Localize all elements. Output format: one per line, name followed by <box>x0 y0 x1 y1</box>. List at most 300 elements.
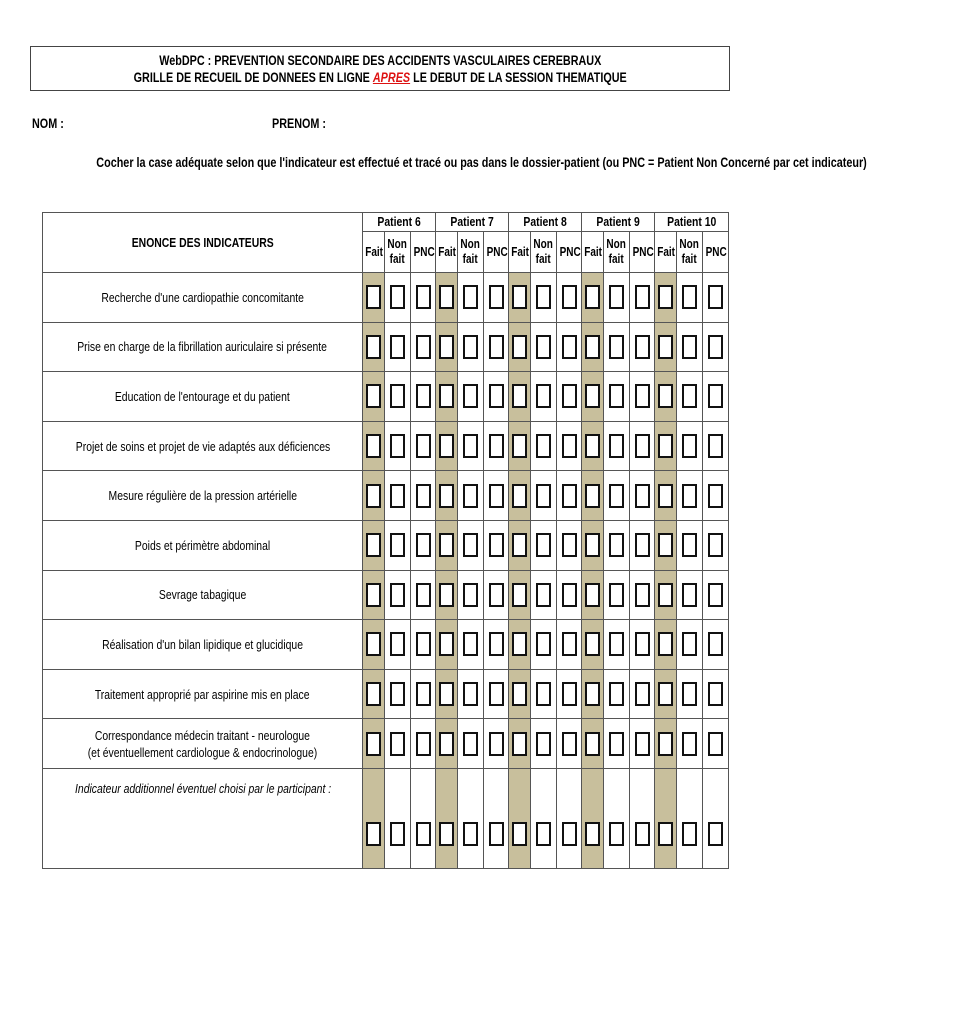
checkbox-cell <box>531 570 557 620</box>
checkbox-pnc[interactable] <box>562 335 577 359</box>
checkbox-non-fait[interactable] <box>536 484 551 508</box>
checkbox-fait[interactable] <box>658 632 673 656</box>
checkbox-cell <box>557 768 582 868</box>
checkbox-cell <box>557 471 582 521</box>
checkbox-pnc[interactable] <box>708 434 723 458</box>
checkbox-non-fait[interactable] <box>463 285 478 309</box>
checkbox-cell <box>604 719 630 769</box>
checkbox-cell <box>604 421 630 471</box>
checkbox-fait[interactable] <box>512 285 527 309</box>
checkbox-cell <box>677 273 703 323</box>
checkbox-cell <box>458 421 484 471</box>
checkbox-cell <box>630 471 655 521</box>
non-label: Non <box>460 237 481 251</box>
indicator-row <box>43 570 729 620</box>
checkbox-cell <box>582 372 604 422</box>
checkbox-pnc[interactable] <box>635 682 650 706</box>
checkbox-non-fait[interactable] <box>682 384 697 408</box>
checkbox-cell <box>703 669 729 719</box>
checkbox-pnc[interactable] <box>489 384 504 408</box>
checkbox-cell <box>436 421 458 471</box>
checkbox-fait[interactable] <box>585 434 600 458</box>
checkbox-fait[interactable] <box>439 484 454 508</box>
checkbox-non-fait[interactable] <box>609 484 624 508</box>
indicator-grid <box>42 212 729 869</box>
checkbox-fait[interactable] <box>585 285 600 309</box>
checkbox-cell <box>385 768 411 868</box>
checkbox-cell <box>509 372 531 422</box>
checkbox-cell <box>484 273 509 323</box>
checkbox-non-fait[interactable] <box>390 732 405 756</box>
checkbox-pnc[interactable] <box>562 285 577 309</box>
checkbox-pnc[interactable] <box>635 484 650 508</box>
checkbox-pnc[interactable] <box>489 484 504 508</box>
checkbox-fait[interactable] <box>439 583 454 607</box>
checkbox-pnc[interactable] <box>635 822 650 846</box>
checkbox-fait[interactable] <box>585 583 600 607</box>
checkbox-cell <box>385 620 411 670</box>
checkbox-fait[interactable] <box>366 632 381 656</box>
checkbox-non-fait[interactable] <box>463 583 478 607</box>
checkbox-pnc[interactable] <box>562 822 577 846</box>
checkbox-pnc[interactable] <box>562 384 577 408</box>
checkbox-cell <box>411 768 436 868</box>
checkbox-non-fait[interactable] <box>463 335 478 359</box>
checkbox-fait[interactable] <box>366 533 381 557</box>
checkbox-non-fait[interactable] <box>609 533 624 557</box>
checkbox-non-fait[interactable] <box>682 583 697 607</box>
checkbox-non-fait[interactable] <box>682 732 697 756</box>
checkbox-cell <box>655 768 677 868</box>
checkbox-cell <box>458 669 484 719</box>
checkbox-non-fait[interactable] <box>682 632 697 656</box>
checkbox-non-fait[interactable] <box>463 384 478 408</box>
checkbox-non-fait[interactable] <box>682 335 697 359</box>
checkbox-fait[interactable] <box>366 335 381 359</box>
checkbox-fait[interactable] <box>658 583 673 607</box>
checkbox-cell <box>677 719 703 769</box>
checkbox-pnc[interactable] <box>416 583 431 607</box>
checkbox-pnc[interactable] <box>489 335 504 359</box>
indicator-line <box>43 338 362 355</box>
title-box <box>30 46 730 91</box>
patient-header <box>436 213 509 232</box>
checkbox-pnc[interactable] <box>635 384 650 408</box>
checkbox-non-fait[interactable] <box>390 384 405 408</box>
indicator-line <box>43 586 362 603</box>
checkbox-non-fait[interactable] <box>463 732 478 756</box>
checkbox-cell <box>604 669 630 719</box>
checkbox-pnc[interactable] <box>416 632 431 656</box>
checkbox-pnc[interactable] <box>489 533 504 557</box>
indicator-label: Recherche d'une cardiopathie concomitante <box>101 289 304 305</box>
prenom-field[interactable]: PRENOM : <box>272 116 326 131</box>
checkbox-fait[interactable] <box>585 335 600 359</box>
checkbox-non-fait[interactable] <box>536 583 551 607</box>
checkbox-non-fait[interactable] <box>682 822 697 846</box>
checkbox-pnc[interactable] <box>416 434 431 458</box>
checkbox-pnc[interactable] <box>489 583 504 607</box>
checkbox-cell <box>458 620 484 670</box>
checkbox-cell <box>484 768 509 868</box>
checkbox-fait[interactable] <box>585 632 600 656</box>
indicator-row <box>43 471 729 521</box>
checkbox-pnc[interactable] <box>416 285 431 309</box>
checkbox-cell <box>363 520 385 570</box>
checkbox-cell <box>436 620 458 670</box>
checkbox-fait[interactable] <box>512 682 527 706</box>
checkbox-pnc[interactable] <box>489 632 504 656</box>
fait2-label: fait <box>390 252 405 266</box>
checkbox-non-fait[interactable] <box>609 384 624 408</box>
checkbox-cell <box>531 669 557 719</box>
checkbox-non-fait[interactable] <box>682 434 697 458</box>
checkbox-non-fait[interactable] <box>536 632 551 656</box>
checkbox-non-fait[interactable] <box>609 682 624 706</box>
checkbox-pnc[interactable] <box>708 384 723 408</box>
indicator-row <box>43 669 729 719</box>
checkbox-pnc[interactable] <box>708 682 723 706</box>
checkbox-pnc[interactable] <box>562 434 577 458</box>
checkbox-fait[interactable] <box>439 533 454 557</box>
checkbox-non-fait[interactable] <box>536 732 551 756</box>
indicator-label-cell <box>43 322 363 372</box>
checkbox-fait[interactable] <box>366 285 381 309</box>
checkbox-non-fait[interactable] <box>609 632 624 656</box>
indicator-row <box>43 421 729 471</box>
checkbox-cell <box>604 768 630 868</box>
checkbox-cell <box>703 421 729 471</box>
checkbox-cell <box>557 372 582 422</box>
checkbox-cell <box>385 372 411 422</box>
checkbox-cell <box>557 719 582 769</box>
indicator-label: Projet de soins et projet de vie adaptés aux déficiences <box>75 438 330 454</box>
checkbox-cell <box>411 620 436 670</box>
checkbox-cell <box>458 719 484 769</box>
checkbox-non-fait[interactable] <box>463 822 478 846</box>
checkbox-pnc[interactable] <box>416 732 431 756</box>
checkbox-pnc[interactable] <box>562 484 577 508</box>
checkbox-cell <box>582 768 604 868</box>
checkbox-cell <box>655 520 677 570</box>
checkbox-non-fait[interactable] <box>609 335 624 359</box>
checkbox-pnc[interactable] <box>562 732 577 756</box>
title-line-2-end: LE DEBUT DE LA SESSION THEMATIQUE <box>412 70 627 85</box>
checkbox-fait[interactable] <box>439 732 454 756</box>
checkbox-pnc[interactable] <box>635 533 650 557</box>
checkbox-cell <box>436 570 458 620</box>
checkbox-cell <box>363 669 385 719</box>
indicator-row <box>43 372 729 422</box>
checkbox-pnc[interactable] <box>489 732 504 756</box>
checkbox-cell <box>604 520 630 570</box>
checkbox-fait[interactable] <box>585 682 600 706</box>
checkbox-cell <box>655 620 677 670</box>
checkbox-fait[interactable] <box>658 822 673 846</box>
checkbox-fait[interactable] <box>658 533 673 557</box>
checkbox-non-fait[interactable] <box>390 285 405 309</box>
checkbox-non-fait[interactable] <box>536 335 551 359</box>
indicator-line <box>43 686 362 703</box>
indicator-label-cell <box>43 570 363 620</box>
indicator-label: (et éventuellement cardiologue & endocrinologue) <box>87 744 318 760</box>
checkbox-cell <box>509 669 531 719</box>
checkbox-fait[interactable] <box>512 335 527 359</box>
patient-header <box>582 213 655 232</box>
checkbox-pnc[interactable] <box>635 732 650 756</box>
checkbox-fait[interactable] <box>439 822 454 846</box>
checkbox-fait[interactable] <box>585 822 600 846</box>
checkbox-fait[interactable] <box>658 285 673 309</box>
checkbox-fait[interactable] <box>512 533 527 557</box>
non-fait-column-header <box>385 232 411 273</box>
checkbox-non-fait[interactable] <box>463 632 478 656</box>
checkbox-pnc[interactable] <box>416 484 431 508</box>
checkbox-fait[interactable] <box>512 583 527 607</box>
checkbox-non-fait[interactable] <box>609 434 624 458</box>
non-fait-label <box>388 237 407 267</box>
checkbox-cell <box>677 669 703 719</box>
checkbox-non-fait[interactable] <box>682 533 697 557</box>
checkbox-cell <box>484 520 509 570</box>
checkbox-cell <box>655 421 677 471</box>
pnc-label: PNC <box>486 244 508 259</box>
checkbox-cell <box>703 322 729 372</box>
checkbox-pnc[interactable] <box>635 632 650 656</box>
checkbox-non-fait[interactable] <box>536 285 551 309</box>
checkbox-pnc[interactable] <box>708 732 723 756</box>
fait-column-header <box>436 232 458 273</box>
checkbox-cell <box>411 421 436 471</box>
fait2-label: fait <box>609 252 625 266</box>
checkbox-fait[interactable] <box>439 434 454 458</box>
checkbox-fait[interactable] <box>439 335 454 359</box>
checkbox-cell <box>436 669 458 719</box>
additional-indicator-label-cell[interactable] <box>43 768 363 868</box>
checkbox-non-fait[interactable] <box>463 533 478 557</box>
checkbox-cell <box>557 520 582 570</box>
checkbox-non-fait[interactable] <box>390 434 405 458</box>
checkbox-non-fait[interactable] <box>390 533 405 557</box>
checkbox-non-fait[interactable] <box>390 822 405 846</box>
indicator-line <box>43 289 362 306</box>
checkbox-pnc[interactable] <box>708 822 723 846</box>
fait2-label: fait <box>463 252 479 266</box>
checkbox-fait[interactable] <box>512 384 527 408</box>
checkbox-pnc[interactable] <box>635 434 650 458</box>
indicator-row <box>43 520 729 570</box>
checkbox-cell <box>630 570 655 620</box>
checkbox-pnc[interactable] <box>416 384 431 408</box>
indicator-label: Prise en charge de la fibrillation auriculaire si présente <box>77 339 328 355</box>
checkbox-fait[interactable] <box>658 434 673 458</box>
checkbox-cell <box>385 520 411 570</box>
indicator-label-cell <box>43 520 363 570</box>
checkbox-fait[interactable] <box>366 434 381 458</box>
checkbox-non-fait[interactable] <box>682 682 697 706</box>
checkbox-cell <box>484 421 509 471</box>
checkbox-pnc[interactable] <box>708 285 723 309</box>
checkbox-cell <box>411 719 436 769</box>
checkbox-fait[interactable] <box>512 434 527 458</box>
fait-label: Fait <box>438 244 457 259</box>
checkbox-pnc[interactable] <box>562 583 577 607</box>
patient-header-label: Patient 6 <box>377 214 421 229</box>
checkbox-cell <box>655 570 677 620</box>
checkbox-cell <box>557 570 582 620</box>
checkbox-non-fait[interactable] <box>463 682 478 706</box>
checkbox-cell <box>458 768 484 868</box>
checkbox-cell <box>411 322 436 372</box>
indicator-label: Poids et périmètre abdominal <box>134 537 271 553</box>
checkbox-fait[interactable] <box>512 732 527 756</box>
checkbox-fait[interactable] <box>366 682 381 706</box>
checkbox-fait[interactable] <box>366 583 381 607</box>
checkbox-cell <box>655 471 677 521</box>
checkbox-non-fait[interactable] <box>609 732 624 756</box>
indicator-line <box>43 636 362 653</box>
indicator-line <box>43 388 362 405</box>
patient-header <box>363 213 436 232</box>
checkbox-fait[interactable] <box>585 484 600 508</box>
checkbox-pnc[interactable] <box>416 822 431 846</box>
checkbox-cell <box>411 471 436 521</box>
checkbox-non-fait[interactable] <box>682 484 697 508</box>
checkbox-cell <box>363 273 385 323</box>
checkbox-cell <box>582 570 604 620</box>
checkbox-pnc[interactable] <box>416 533 431 557</box>
checkbox-fait[interactable] <box>585 384 600 408</box>
checkbox-pnc[interactable] <box>635 583 650 607</box>
checkbox-pnc[interactable] <box>489 682 504 706</box>
non-label: Non <box>387 237 408 251</box>
checkbox-fait[interactable] <box>439 682 454 706</box>
checkbox-cell <box>582 421 604 471</box>
checkbox-cell <box>411 372 436 422</box>
checkbox-pnc[interactable] <box>635 285 650 309</box>
checkbox-cell <box>703 520 729 570</box>
checkbox-cell <box>582 520 604 570</box>
indicator-label: Réalisation d'un bilan lipidique et glucidique <box>102 636 303 652</box>
checkbox-fait[interactable] <box>658 484 673 508</box>
checkbox-cell <box>630 322 655 372</box>
title-highlight: APRES <box>372 70 410 85</box>
non-fait-column-header <box>604 232 630 273</box>
checkbox-cell <box>557 273 582 323</box>
checkbox-pnc[interactable] <box>708 484 723 508</box>
checkbox-non-fait[interactable] <box>536 434 551 458</box>
pnc-column-header <box>484 232 509 273</box>
checkbox-fait[interactable] <box>366 384 381 408</box>
checkbox-fait[interactable] <box>439 384 454 408</box>
indicator-label: Mesure régulière de la pression artérielle <box>108 488 297 504</box>
header-row-patients <box>43 213 729 232</box>
checkbox-pnc[interactable] <box>708 335 723 359</box>
checkbox-pnc[interactable] <box>416 682 431 706</box>
checkbox-pnc[interactable] <box>562 632 577 656</box>
checkbox-non-fait[interactable] <box>682 285 697 309</box>
checkbox-cell <box>509 471 531 521</box>
checkbox-cell <box>630 620 655 670</box>
checkbox-cell <box>385 570 411 620</box>
checkbox-cell <box>630 520 655 570</box>
checkbox-non-fait[interactable] <box>536 822 551 846</box>
checkbox-cell <box>509 570 531 620</box>
indicator-line <box>43 487 362 504</box>
checkbox-non-fait[interactable] <box>536 384 551 408</box>
checkbox-cell <box>484 322 509 372</box>
indicator-label: Correspondance médecin traitant - neurologue <box>94 727 311 743</box>
indicators-header-label: ENONCE DES INDICATEURS <box>131 235 274 250</box>
fait-column-header <box>582 232 604 273</box>
checkbox-pnc[interactable] <box>635 335 650 359</box>
checkbox-fait[interactable] <box>658 732 673 756</box>
checkbox-fait[interactable] <box>439 285 454 309</box>
checkbox-cell <box>582 669 604 719</box>
checkbox-fait[interactable] <box>585 732 600 756</box>
fait-label: Fait <box>584 244 603 259</box>
checkbox-fait[interactable] <box>658 682 673 706</box>
non-fait-column-header <box>531 232 557 273</box>
checkbox-cell <box>630 768 655 868</box>
non-fait-column-header <box>458 232 484 273</box>
fait-label: Fait <box>511 244 530 259</box>
indicator-label-cell <box>43 471 363 521</box>
checkbox-non-fait[interactable] <box>463 434 478 458</box>
checkbox-cell <box>363 471 385 521</box>
checkbox-pnc[interactable] <box>708 583 723 607</box>
checkbox-non-fait[interactable] <box>463 484 478 508</box>
checkbox-cell <box>531 620 557 670</box>
checkbox-fait[interactable] <box>366 732 381 756</box>
checkbox-pnc[interactable] <box>416 335 431 359</box>
checkbox-non-fait[interactable] <box>390 335 405 359</box>
checkbox-fait[interactable] <box>366 484 381 508</box>
checkbox-cell <box>677 768 703 868</box>
checkbox-cell <box>363 322 385 372</box>
checkbox-fait[interactable] <box>366 822 381 846</box>
checkbox-non-fait[interactable] <box>609 583 624 607</box>
checkbox-fait[interactable] <box>512 484 527 508</box>
checkbox-fait[interactable] <box>658 335 673 359</box>
checkbox-fait[interactable] <box>512 632 527 656</box>
checkbox-non-fait[interactable] <box>609 822 624 846</box>
checkbox-pnc[interactable] <box>489 822 504 846</box>
additional-indicator-row <box>43 768 729 868</box>
checkbox-cell <box>557 669 582 719</box>
checkbox-pnc[interactable] <box>708 632 723 656</box>
checkbox-fait[interactable] <box>439 632 454 656</box>
checkbox-pnc[interactable] <box>489 434 504 458</box>
checkbox-non-fait[interactable] <box>390 484 405 508</box>
checkbox-non-fait[interactable] <box>390 682 405 706</box>
indicator-row <box>43 719 729 769</box>
checkbox-pnc[interactable] <box>708 533 723 557</box>
checkbox-fait[interactable] <box>512 822 527 846</box>
checkbox-fait[interactable] <box>585 533 600 557</box>
checkbox-pnc[interactable] <box>562 533 577 557</box>
checkbox-fait[interactable] <box>658 384 673 408</box>
checkbox-non-fait[interactable] <box>536 533 551 557</box>
checkbox-non-fait[interactable] <box>609 285 624 309</box>
nom-field[interactable]: NOM : <box>32 116 64 131</box>
checkbox-pnc[interactable] <box>562 682 577 706</box>
checkbox-non-fait[interactable] <box>536 682 551 706</box>
checkbox-pnc[interactable] <box>489 285 504 309</box>
checkbox-non-fait[interactable] <box>390 632 405 656</box>
checkbox-non-fait[interactable] <box>390 583 405 607</box>
non-fait-label <box>534 237 553 267</box>
